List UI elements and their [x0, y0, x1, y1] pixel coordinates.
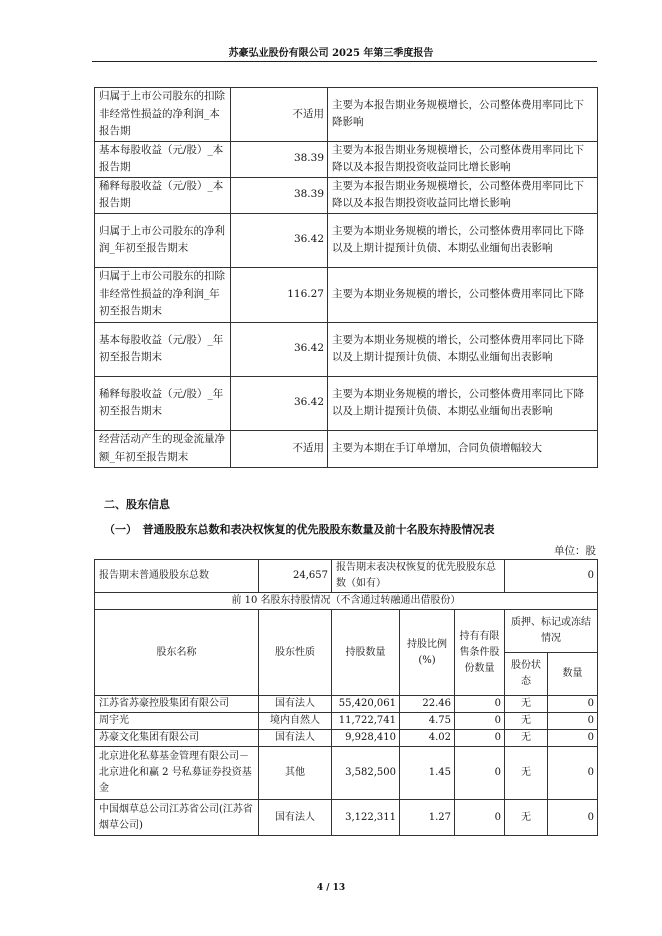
page-number: 4 / 13 [316, 883, 346, 893]
subsection-title: （一） 普通股股东总数和表决权恢复的优先股股东数量及前十名股东持股情况表 [104, 523, 495, 536]
holder-shares: 9,928,410 [332, 730, 400, 747]
preferred-holders-value: 0 [505, 560, 598, 593]
holder-status: 无 [505, 747, 548, 800]
section-title: 二、股东信息 [104, 498, 170, 511]
page-header: 苏豪弘业股份有限公司 2025 年第三季度报告 [228, 48, 434, 59]
table-row [95, 696, 598, 713]
table-header-row [95, 610, 598, 653]
table-row [95, 177, 598, 213]
holder-shares: 3,122,311 [332, 800, 400, 836]
total-holders-value: 24,657 [259, 560, 332, 593]
holder-name: 北京进化私募基金管理有限公司－北京进化和赢 2 号私募证券投资基金 [95, 747, 259, 800]
holder-nature: 国有法人 [259, 800, 332, 836]
holder-ratio: 4.02 [400, 730, 455, 747]
value-cell: 36.42 [231, 322, 328, 376]
header-nature: 股东性质 [259, 610, 332, 696]
holder-status: 无 [505, 730, 548, 747]
table-row [95, 593, 598, 610]
preferred-holders-label: 报告期末表决权恢复的优先股股东总数（如有） [332, 560, 505, 593]
holder-restricted: 0 [455, 730, 505, 747]
table-row [95, 747, 598, 800]
value-cell: 116.27 [231, 267, 328, 322]
holder-restricted: 0 [455, 713, 505, 730]
reason-cell: 主要为本期业务规模的增长，公司整体费用率同比下降 [328, 267, 598, 322]
holder-shares: 11,722,741 [332, 713, 400, 730]
table-row [95, 88, 598, 142]
holder-name: 苏豪文化集团有限公司 [95, 730, 259, 747]
reason-cell: 主要为本报告期业务规模增长，公司整体费用率同比下降影响 [328, 88, 598, 142]
total-holders-label: 报告期末普通股股东总数 [95, 560, 259, 593]
item-cell: 基本每股收益（元/股）_本报告期 [95, 141, 231, 177]
table-row [95, 713, 598, 730]
holder-qty: 0 [548, 713, 598, 730]
value-cell: 38.39 [231, 141, 328, 177]
reason-cell: 主要为本期在手订单增加，合同负债增幅较大 [328, 430, 598, 467]
holder-shares: 3,582,500 [332, 747, 400, 800]
holder-status: 无 [505, 696, 548, 713]
header-shares: 持股数量 [332, 610, 400, 696]
holder-status: 无 [505, 713, 548, 730]
holder-nature: 国有法人 [259, 696, 332, 713]
item-cell: 归属于上市公司股东的扣除非经常性损益的净利润_年初至报告期末 [95, 267, 231, 322]
item-cell: 稀释每股收益（元/股）_本报告期 [95, 177, 231, 213]
reason-cell: 主要为本报告期业务规模增长，公司整体费用率同比下降以及本报告期投资收益同比增长影响 [328, 141, 598, 177]
reason-cell: 主要为本期业务规模的增长，公司整体费用率同比下降以及上期计提预计负债、本期弘业缅甸出表影响 [328, 322, 598, 376]
value-cell: 36.42 [231, 376, 328, 430]
holder-nature: 国有法人 [259, 730, 332, 747]
item-cell: 稀释每股收益（元/股）_年初至报告期末 [95, 376, 231, 430]
holder-name: 江苏省苏豪控股集团有限公司 [95, 696, 259, 713]
holder-restricted: 0 [455, 800, 505, 836]
holder-ratio: 22.46 [400, 696, 455, 713]
header-pledge-qty: 数量 [548, 653, 598, 696]
holder-nature: 境内自然人 [259, 713, 332, 730]
shareholder-table [94, 559, 598, 836]
holder-qty: 0 [548, 730, 598, 747]
holder-status: 无 [505, 800, 548, 836]
reason-cell: 主要为本期业务规模的增长，公司整体费用率同比下降以及上期计提预计负债、本期弘业缅甸出表影响 [328, 376, 598, 430]
item-cell: 归属于上市公司股东的扣除非经常性损益的净利润_本报告期 [95, 88, 231, 142]
header-ratio: 持股比例(%) [400, 610, 455, 696]
table-row [95, 430, 598, 467]
indicator-change-table [94, 87, 598, 468]
holder-restricted: 0 [455, 696, 505, 713]
header-divider [92, 61, 597, 62]
header-pledge: 质押、标记或冻结情况 [505, 610, 598, 653]
item-cell: 经营活动产生的现金流量净额_年初至报告期末 [95, 430, 231, 467]
holder-ratio: 4.75 [400, 713, 455, 730]
item-cell: 归属于上市公司股东的净利润_年初至报告期末 [95, 213, 231, 267]
reason-cell: 主要为本期业务规模的增长，公司整体费用率同比下降以及上期计提预计负债、本期弘业缅甸出表影响 [328, 213, 598, 267]
holder-qty: 0 [548, 800, 598, 836]
table-row [95, 560, 598, 593]
holder-name: 周宇光 [95, 713, 259, 730]
holder-ratio: 1.27 [400, 800, 455, 836]
holder-qty: 0 [548, 696, 598, 713]
holder-qty: 0 [548, 747, 598, 800]
value-cell: 不适用 [231, 88, 328, 142]
table-row [95, 322, 598, 376]
table-row [95, 213, 598, 267]
table-row [95, 376, 598, 430]
table-row [95, 141, 598, 177]
table-row [95, 267, 598, 322]
table-row [95, 730, 598, 747]
holder-name: 中国烟草总公司江苏省公司(江苏省烟草公司) [95, 800, 259, 836]
reason-cell: 主要为本报告期业务规模增长，公司整体费用率同比下降以及本报告期投资收益同比增长影响 [328, 177, 598, 213]
value-cell: 36.42 [231, 213, 328, 267]
unit-label: 单位：股 [554, 545, 596, 557]
top10-caption: 前 10 名股东持股情况（不含通过转融通出借股份） [95, 593, 598, 610]
item-cell: 基本每股收益（元/股）_年初至报告期末 [95, 322, 231, 376]
header-pledge-status: 股份状态 [505, 653, 548, 696]
holder-nature: 其他 [259, 747, 332, 800]
table-row [95, 800, 598, 836]
value-cell: 不适用 [231, 430, 328, 467]
value-cell: 38.39 [231, 177, 328, 213]
header-name: 股东名称 [95, 610, 259, 696]
holder-ratio: 1.45 [400, 747, 455, 800]
header-restricted: 持有有限售条件股份数量 [455, 610, 505, 696]
holder-restricted: 0 [455, 747, 505, 800]
holder-shares: 55,420,061 [332, 696, 400, 713]
